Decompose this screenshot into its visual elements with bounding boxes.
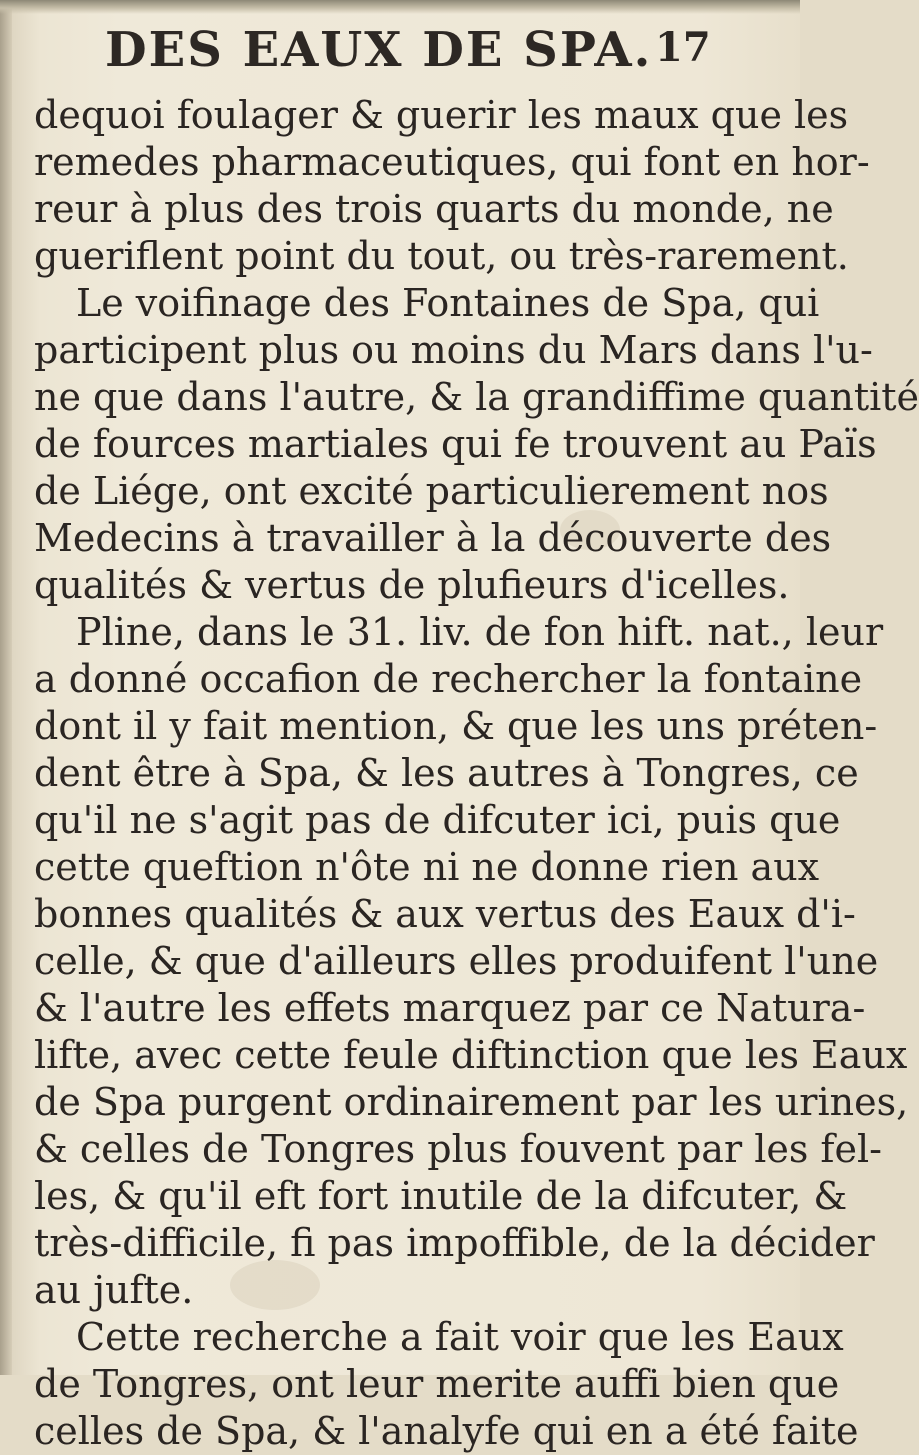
text-line: remedes pharmaceutiques, qui font en hor- [34,140,870,184]
page-number: 17 [655,24,711,71]
text-line: bonnes qualités & aux vertus des Eaux d'i- [34,892,856,936]
text-line: Medecins à travailler à la découverte des [34,516,832,560]
text-line: celles de Spa, & l'analyfe qui en a été faite [34,1409,859,1453]
text-line: dent être à Spa, & les autres à Tongres, ce [34,751,859,795]
text-line: cette queftion n'ôte ni ne donne rien aux [34,845,820,889]
page-gutter [0,0,12,1375]
page-top-edge [0,0,800,14]
body-text [34,92,919,1453]
text-line: reur à plus des trois quarts du monde, ne [34,187,834,231]
text-line: très-difficile, fi pas impoffible, de la décider [34,1221,875,1265]
text-line: les, & qu'il eft fort inutile de la difcuter, & [34,1174,848,1218]
text-line: & l'autre les effets marquez par ce Natura- [34,986,866,1030]
text-line: Pline, dans le 31. liv. de fon hift. nat., leur [76,610,884,654]
text-line: dequoi foulager & guerir les maux que les [34,93,849,137]
text-line: de Tongres, ont leur merite auffi bien que [34,1362,840,1406]
text-line: ne que dans l'autre, & la grandiffime quantité [34,375,919,419]
text-line: qu'il ne s'agit pas de difcuter ici, puis que [34,798,841,842]
text-line: participent plus ou moins du Mars dans l'u- [34,328,873,372]
text-line: qualités & vertus de plufieurs d'icelles. [34,563,790,607]
text-line: Le voifinage des Fontaines de Spa, qui [76,281,820,325]
text-line: de Liége, ont excité particulierement nos [34,469,829,513]
text-line: dont il y fait mention, & que les uns préten- [34,704,878,748]
page-header [0,22,800,82]
text-line: Cette recherche a fait voir que les Eaux [76,1315,844,1359]
text-line: a donné occafion de rechercher la fontaine [34,657,863,701]
text-line: & celles de Tongres plus fouvent par les fel- [34,1127,882,1171]
text-line: de Spa purgent ordinairement par les urines, [34,1080,909,1124]
running-head: DES EAUX DE SPA. [105,22,653,78]
text-line: lifte, avec cette feule diftinction que les Eaux [34,1033,908,1077]
text-line: au jufte. [34,1268,194,1312]
text-line: gueriflent point du tout, ou très-rarement. [34,234,849,278]
text-line: celle, & que d'ailleurs elles produifent l'une [34,939,879,983]
text-line: de fources martiales qui fe trouvent au Païs [34,422,877,466]
